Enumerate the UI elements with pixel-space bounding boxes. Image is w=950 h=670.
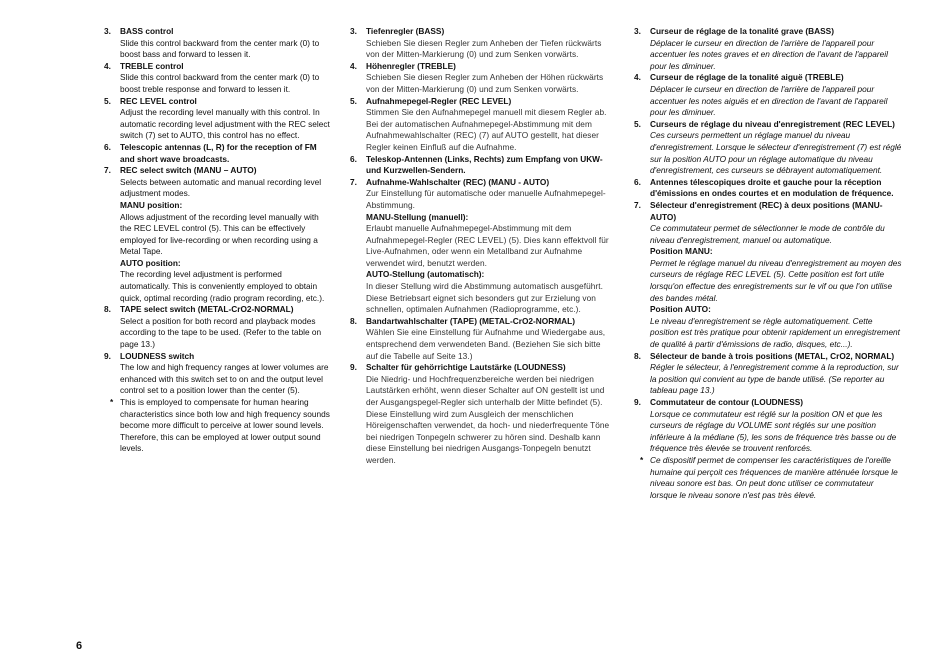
asterisk-mark: * xyxy=(640,454,644,465)
item-number: 8. xyxy=(350,315,357,326)
item-text: Selects between automatic and manual recording level adjustment modes. xyxy=(120,176,322,199)
manual-item xyxy=(634,351,902,397)
item-text: Select a position for both record and playback modes according to the tape to be used. (Refer to the table on page 13.) xyxy=(120,315,322,350)
item-title: Aufnahmepegel-Regler (REC LEVEL) xyxy=(366,95,512,106)
item-text: Schieben Sie diesen Regler zum Anheben der Tiefen rückwärts von der Mitten-Markierung (0) und zum Senken vorwärts. xyxy=(366,37,602,60)
german-column xyxy=(350,26,614,467)
item-title: Sélecteur d'enregistrement (REC) à deux positions (MANU-AUTO) xyxy=(650,199,883,222)
manual-item xyxy=(634,177,902,200)
item-text: Wählen Sie eine Einstellung für Aufnahme und Wiedergabe aus, entsprechend dem verwendeten Band. (Beziehen Sie sich bitte auf die Tabelle auf Seite 13.) xyxy=(366,327,606,361)
item-title: LOUDNESS switch xyxy=(120,350,195,361)
manual-item xyxy=(350,26,614,61)
item-text: Régler le sélecteur, à l'enregistrement comme à la reproduction, sur la position qui convient au type de bande utilisé. (Se reporter au tableau page 13.) xyxy=(650,362,899,396)
manual-item xyxy=(350,154,614,177)
item-text: Permet le réglage manuel du niveau d'enregistrement au moyen des curseurs de réglage REC LEVEL (5). Cette position est fort utile lorsqu'on effectue des enregistrements sur le vif ou que l'on utilise des bandes métal. xyxy=(650,257,902,303)
item-title: Bandartwahlschalter (TAPE) (METAL-CrO2-NORMAL) xyxy=(366,315,575,326)
item-title: Antennes télescopiques droite et gauche pour la réception d'émissions en ondes courtes et en modulation de fréquence. xyxy=(650,176,894,199)
item-title: Tiefenregler (BASS) xyxy=(366,26,445,36)
item-title: Teleskop-Antennen (Links, Rechts) zum Empfang von UKW- und Kurzwellen-Sendern. xyxy=(366,153,603,176)
item-number: 8. xyxy=(104,304,111,315)
manual-item xyxy=(350,61,614,96)
item-number: 8. xyxy=(634,350,641,361)
item-text: Déplacer le curseur en direction de l'arrière de l'appareil pour accentuer les notes aiguës et en direction de l'avant de l'appareil pour les diminuer. xyxy=(650,83,888,118)
item-number: 3. xyxy=(634,26,641,36)
manual-item xyxy=(350,177,614,316)
manual-item xyxy=(634,200,902,351)
item-title: Curseur de réglage de la tonalité grave (BASS) xyxy=(650,26,834,36)
item-title: Commutateur de contour (LOUDNESS) xyxy=(650,397,804,407)
item-subheading: Position MANU: xyxy=(650,246,713,257)
item-number: 6. xyxy=(634,176,641,187)
item-text: The recording level adjustment is performed automatically. This is conveniently employed to obtain quick, optimal recording (radio program recording, etc.). xyxy=(120,269,325,303)
french-column xyxy=(634,26,902,501)
item-title: Curseurs de réglage du niveau d'enregistrement (REC LEVEL) xyxy=(650,118,895,129)
item-title: BASS control xyxy=(120,26,174,36)
manual-item xyxy=(634,397,902,455)
item-number: 6. xyxy=(350,153,357,164)
item-title: Schalter für gehörrichtige Lautstärke (LOUDNESS) xyxy=(366,362,566,373)
item-number: 4. xyxy=(634,72,641,83)
item-text: Zur Einstellung für automatische oder manuelle Aufnahmepegel-Abstimmung. xyxy=(366,188,606,210)
item-title: TREBLE control xyxy=(120,60,184,71)
item-title: Aufnahme-Wahlschalter (REC) (MANU - AUTO) xyxy=(366,176,550,187)
item-number: 9. xyxy=(350,362,357,373)
footnote xyxy=(104,397,330,455)
item-number: 9. xyxy=(634,397,641,407)
item-subheading: Position AUTO: xyxy=(650,304,711,315)
manual-item xyxy=(350,316,614,362)
item-title: Sélecteur de bande à trois positions (METAL, CrO2, NORMAL) xyxy=(650,350,895,361)
item-title: REC LEVEL control xyxy=(120,95,197,106)
item-number: 6. xyxy=(104,141,111,152)
footnote-text: Ce dispositif permet de compenser les caractéristiques de l'oreille humaine qui perçoit ces fréquences de manière atténuée lorsque le niveau sonore est bas. On peut donc utiliser ce commutateur lorsque le niveau sonore n'est pas très élevé. xyxy=(650,454,898,500)
item-number: 5. xyxy=(634,118,641,129)
manual-item xyxy=(104,165,330,304)
manual-item xyxy=(634,26,902,72)
page-number: 6 xyxy=(76,640,83,652)
item-number: 3. xyxy=(350,26,357,36)
item-text: Die Niedrig- und Hochfrequenzbereiche werden bei niedrigen Lautstärken erhöht, wenn dieser Schalter auf ON gestellt ist und der Ausgangspegel-Regler sich unterhalb der Mitte befindet (5). xyxy=(366,373,605,407)
item-title: Höhenregler (TREBLE) xyxy=(366,60,456,71)
manual-item xyxy=(350,96,614,154)
item-subheading: MANU-Stellung (manuell): xyxy=(366,211,469,222)
manual-item xyxy=(634,119,902,177)
manual-item xyxy=(634,72,902,118)
item-text: Le niveau d'enregistrement se règle automatiquement. Cette position est très pratique pour obtenir rapidement un enregistrement de qualité à partir d'émissions de radio, disques, etc...). xyxy=(650,315,900,350)
item-text: The low and high frequency ranges at lower volumes are enhanced with this switch set to on and the output level control set to a position lower than the center (5). xyxy=(120,362,329,396)
item-title: REC select switch (MANU – AUTO) xyxy=(120,165,257,176)
manual-item xyxy=(104,61,330,96)
item-title: Curseur de réglage de la tonalité aiguë (TREBLE) xyxy=(650,72,844,83)
item-text: Schieben Sie diesen Regler zum Anheben der Höhen rückwärts von der Mitten-Markierung (0) und zum Senken vorwärts. xyxy=(366,72,604,94)
item-number: 5. xyxy=(104,95,111,106)
english-column xyxy=(104,26,330,455)
item-number: 7. xyxy=(350,176,357,187)
footnote xyxy=(634,455,902,501)
item-text: Slide this control backward from the center mark (0) to boost treble response and forward to lessen it. xyxy=(120,72,320,94)
manual-item xyxy=(104,142,330,165)
item-number: 4. xyxy=(350,60,357,71)
item-text: Déplacer le curseur en direction de l'arrière de l'appareil pour accentuer les notes graves et en direction de l'avant de l'appareil pour les diminuer. xyxy=(650,37,888,71)
item-text: Lorsque ce commutateur est réglé sur la position ON et que les curseurs de réglage du VOLUME sont réglés sur une position inférieure à la médiane (5), les sons de fréquence très basse ou de fréquence très élevée se trouvent renforcés. xyxy=(650,408,897,454)
manual-item xyxy=(104,304,330,350)
item-subheading: AUTO-Stellung (automatisch): xyxy=(366,269,485,280)
item-number: 5. xyxy=(350,95,357,106)
item-number: 3. xyxy=(104,26,111,36)
item-text: Diese Einstellung wird zum Ausgleich der menschlichen Höreigenschaften verwendet, da hoch- und niederfrequente Töne bei niedrigen Tonpegeln schwerer zu hören sind. Deshalb kann diese Einstellung bei niedrigen Ausgangs-Tonpegeln benutzt werden. xyxy=(366,408,610,465)
item-text: Allows adjustment of the recording level manually with the REC LEVEL control (5). This can be effectively employed for live-recording or when recording using a Metal Tape. xyxy=(120,211,319,257)
manual-item xyxy=(104,351,330,397)
item-text: Ces curseurs permettent un réglage manuel du niveau d'enregistrement. Lorsque le sélecteur d'enregistrement (7) est réglé sur la position AUTO pour un réglage automatique du niveau d'enregistrement, ces curseurs se débrayent automatiquement. xyxy=(650,130,902,176)
item-subheading: AUTO position: xyxy=(120,257,181,268)
item-number: 4. xyxy=(104,60,111,71)
item-text: In dieser Stellung wird die Abstimmung automatisch ausgeführt. Diese Betriebsart eignet sich besonders gut zur Erzielung von schnellen, optimalen Aufnahmen (Radioprogramme, etc.). xyxy=(366,281,603,315)
footnote-text: This is employed to compensate for human hearing characteristics since both low and high frequency sounds become more difficult to perceive at lower sound levels. Therefore, this can be employed at lower output sound levels. xyxy=(120,397,330,454)
item-title: TAPE select switch (METAL-CrO2-NORMAL) xyxy=(120,304,294,315)
item-text: Ce commutateur permet de sélectionner le mode de contrôle du niveau d'enregistrement, manuel ou automatique. xyxy=(650,223,885,245)
item-number: 9. xyxy=(104,350,111,361)
asterisk-mark: * xyxy=(110,397,114,407)
item-number: 7. xyxy=(104,165,111,176)
item-number: 7. xyxy=(634,199,641,210)
item-text: Slide this control backward from the center mark (0) to boost bass and forward to lessen it. xyxy=(120,37,320,60)
item-title: Telescopic antennas (L, R) for the reception of FM and short wave broadcasts. xyxy=(120,141,317,164)
item-subheading: MANU position: xyxy=(120,199,183,210)
item-text: Adjust the recording level manually with this control. In automatic recording level adjustment with the REC select switch (7) set to AUTO, this control has no effect. xyxy=(120,107,330,141)
item-text: Stimmen Sie den Aufnahmepegel manuell mit diesem Regler ab. Bei der automatischen Aufnahmepegel-Abstimmung mit dem Aufnahmewahlschalter (REC) (7) auf AUTO gestellt, hat dieser Regler keinen Einfluß auf die Aufnahme. xyxy=(366,107,607,152)
manual-item xyxy=(350,362,614,466)
item-text: Erlaubt manuelle Aufnahmepegel-Abstimmung mit dem Aufnahmepegel-Regler (REC LEVEL) (5). Dies kann effektvoll für Live-Aufnahmen, oder wenn ein Metallband zur Aufnahme verwendet wird, benutzt werden. xyxy=(366,223,609,268)
manual-item xyxy=(104,26,330,61)
manual-item xyxy=(104,96,330,142)
